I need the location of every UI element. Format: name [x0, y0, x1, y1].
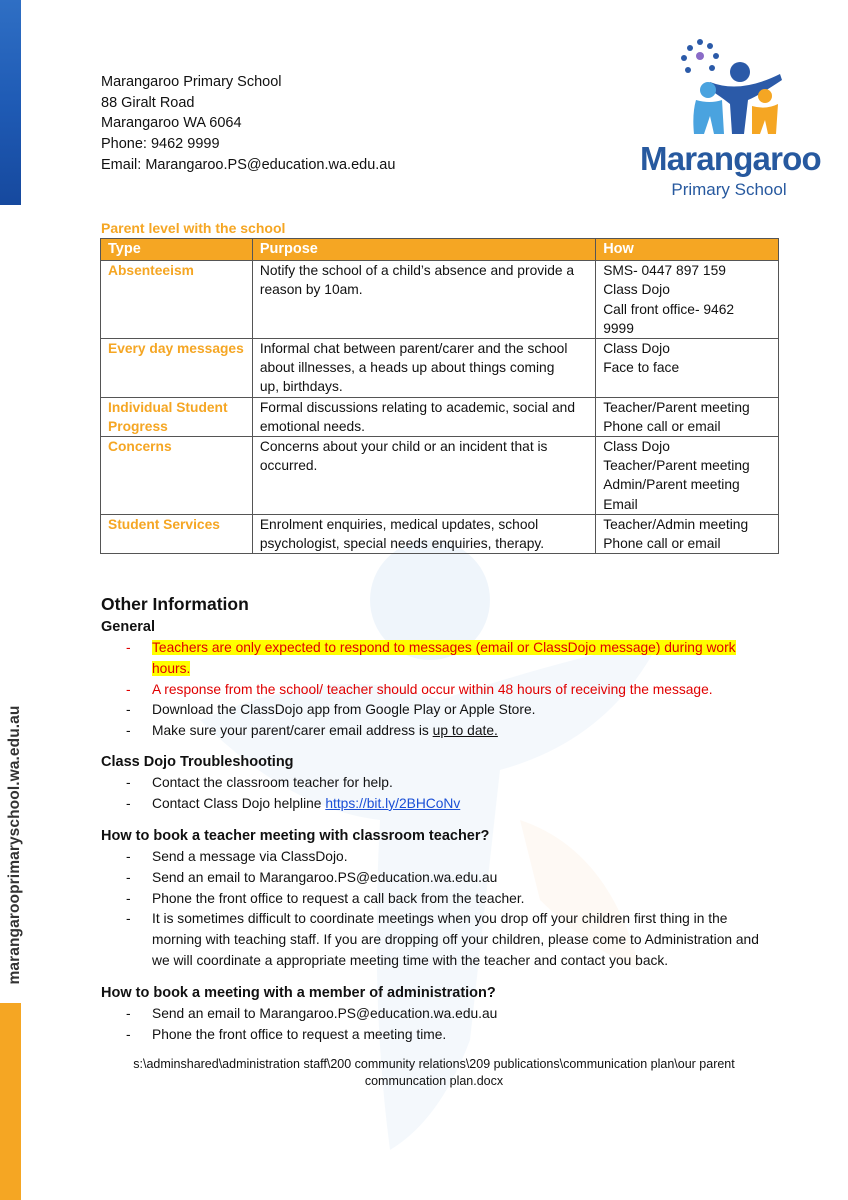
table-row — [101, 437, 779, 515]
item-text: Send a message via ClassDojo. — [152, 849, 348, 864]
side-website-url: marangarooprimaryschool.wa.edu.au — [6, 705, 23, 985]
teacher-meeting-heading: How to book a teacher meeting with classroom teacher? — [101, 828, 490, 844]
dash-bullet: - — [126, 911, 131, 927]
dash-bullet: - — [126, 849, 131, 864]
item-text: Download the ClassDojo app from Google Play or Apple Store. — [152, 702, 536, 718]
item-text: Send an email to Marangaroo.PS@education.wa.edu.au — [152, 869, 498, 885]
cell-how — [596, 397, 779, 436]
admin-meeting-heading: How to book a meeting with a member of administration? — [101, 985, 496, 1001]
underlined-text: up to date. — [432, 723, 498, 739]
file-path-footer — [100, 1056, 768, 1090]
list-item — [120, 1025, 770, 1046]
list-item — [120, 638, 770, 680]
cell-how — [596, 437, 779, 515]
cell-line: Class Dojo — [603, 282, 670, 298]
logo-name: Marangaroo — [640, 140, 821, 177]
table-row — [101, 339, 779, 398]
cell-line: Every day messages — [108, 341, 244, 357]
cell-line: reason by 10am. — [259, 282, 363, 298]
table-row — [101, 514, 779, 553]
cell-how — [596, 339, 779, 398]
list-item — [120, 721, 770, 742]
address-line: 88 Giralt Road — [101, 94, 195, 111]
cell-line: Student Services — [108, 516, 220, 532]
cell-line: Class Dojo — [603, 341, 670, 357]
dash-bullet: - — [126, 681, 131, 697]
cell-line: 9999 — [603, 320, 634, 336]
cell-line: SMS- 0447 897 159 — [603, 263, 726, 279]
cell-line: Admin/Parent meeting — [603, 477, 740, 493]
footer-line: communcation plan.docx — [364, 1074, 504, 1088]
item-text: Contact Class Dojo helpline — [152, 795, 326, 811]
table-header-row — [101, 239, 779, 261]
item-text: It is sometimes difficult to coordinate meetings when you drop off your children first thing in the morning with teaching staff. If you are dropping off your children, please come to Administration and we will coordinate a appropriate meeting time with the teacher and contact you back. — [152, 911, 759, 968]
item-text: Phone the front office to request a call back from the teacher. — [152, 890, 525, 906]
header-type: Type — [101, 239, 253, 261]
cell-how — [596, 514, 779, 553]
list-item — [120, 1004, 770, 1025]
dojo-heading: Class Dojo Troubleshooting — [101, 754, 294, 770]
header-purpose: Purpose — [252, 239, 595, 261]
cell-type — [101, 339, 253, 398]
cell-line: Phone call or email — [603, 536, 721, 552]
cell-type — [101, 397, 253, 436]
list-item — [120, 700, 770, 721]
admin-meeting-list — [120, 1004, 770, 1046]
other-info-heading: Other Information — [101, 594, 249, 614]
table-row — [101, 261, 779, 339]
dojo-helpline-link[interactable]: https://bit.ly/2BHCoNv — [325, 795, 461, 811]
cell-line: Notify the school of a child’s absence and provide a — [259, 263, 575, 279]
list-item — [120, 794, 770, 815]
dash-bullet: - — [126, 869, 131, 885]
cell-line: Class Dojo — [603, 439, 670, 455]
cell-line: Teacher/Admin meeting — [603, 516, 749, 532]
dojo-list — [120, 773, 770, 815]
cell-type — [101, 261, 253, 339]
cell-line: Call front office- 9462 — [603, 301, 735, 317]
cell-line: psychologist, special needs enquiries, therapy. — [259, 536, 545, 552]
cell-line: Formal discussions relating to academic, social and — [259, 399, 576, 415]
item-text: Contact the classroom teacher for help. — [152, 775, 393, 790]
cell-purpose — [252, 397, 595, 436]
cell-how — [596, 261, 779, 339]
cell-purpose — [252, 261, 595, 339]
cell-line: about illnesses, a heads up about things coming — [259, 360, 555, 376]
dash-bullet: - — [126, 1026, 131, 1042]
cell-line: Concerns — [108, 439, 172, 455]
address-line: Marangaroo WA 6064 — [101, 115, 242, 132]
dash-bullet: - — [126, 775, 131, 790]
list-item — [120, 889, 770, 910]
footer-line: s:\adminshared\administration staff\200 community relations\209 publications\communication plan\our parent — [133, 1057, 735, 1071]
cell-line: Progress — [108, 418, 168, 434]
item-text: Phone the front office to request a meeting time. — [152, 1026, 447, 1042]
dash-bullet: - — [126, 723, 131, 739]
dash-bullet: - — [126, 1006, 131, 1021]
cell-line: Enrolment enquiries, medical updates, school — [259, 516, 539, 532]
cell-purpose — [252, 437, 595, 515]
address-line: Email: Marangaroo.PS@education.wa.edu.au — [101, 156, 396, 173]
cell-line: Phone call or email — [603, 418, 721, 434]
left-blue-bar — [0, 0, 21, 205]
cell-purpose — [252, 339, 595, 398]
table-title: Parent level with the school — [101, 220, 286, 236]
cell-line: up, birthdays. — [259, 379, 343, 395]
red-text: A response from the school/ teacher should occur within 48 hours of receiving the message. — [152, 681, 713, 697]
dash-bullet: - — [126, 702, 131, 718]
cell-line: Email — [603, 496, 638, 512]
address-line: Marangaroo Primary School — [101, 74, 282, 90]
cell-line: Teacher/Parent meeting — [603, 399, 750, 415]
cell-line: Concerns about your child or an incident that is — [259, 439, 548, 455]
address-line: Phone: 9462 9999 — [101, 136, 220, 153]
list-item — [120, 773, 770, 794]
cell-purpose — [252, 514, 595, 553]
cell-line: Absenteeism — [108, 263, 194, 279]
cell-line: occurred. — [259, 458, 318, 474]
teacher-meeting-list — [120, 847, 770, 972]
school-logo-icon — [640, 34, 820, 204]
list-item — [120, 868, 770, 889]
cell-line: Informal chat between parent/carer and the school — [259, 341, 568, 357]
left-orange-bar — [0, 1003, 21, 1200]
communication-table — [100, 238, 779, 554]
school-address — [101, 72, 395, 176]
cell-line: Face to face — [603, 360, 680, 376]
logo-subtitle: Primary School — [671, 180, 787, 199]
dash-bullet: - — [126, 795, 131, 811]
item-text: Make sure your parent/carer email address is — [152, 723, 433, 739]
list-item — [120, 680, 770, 701]
dash-bullet: - — [126, 640, 131, 655]
cell-type — [101, 437, 253, 515]
list-item — [120, 909, 770, 971]
dash-bullet: - — [126, 890, 131, 906]
list-item — [120, 847, 770, 868]
cell-line: Individual Student — [108, 399, 228, 415]
cell-type — [101, 514, 253, 553]
cell-line: emotional needs. — [259, 418, 365, 434]
item-text: Send an email to Marangaroo.PS@education.wa.edu.au — [152, 1006, 498, 1021]
header-how: How — [596, 239, 779, 261]
highlight-text: hours. — [152, 660, 191, 676]
table-row — [101, 397, 779, 436]
cell-line: Teacher/Parent meeting — [603, 458, 750, 474]
general-list — [120, 638, 770, 742]
general-heading: General — [101, 619, 155, 635]
highlight-text: Teachers are only expected to respond to messages (email or ClassDojo message) during work — [152, 640, 736, 655]
